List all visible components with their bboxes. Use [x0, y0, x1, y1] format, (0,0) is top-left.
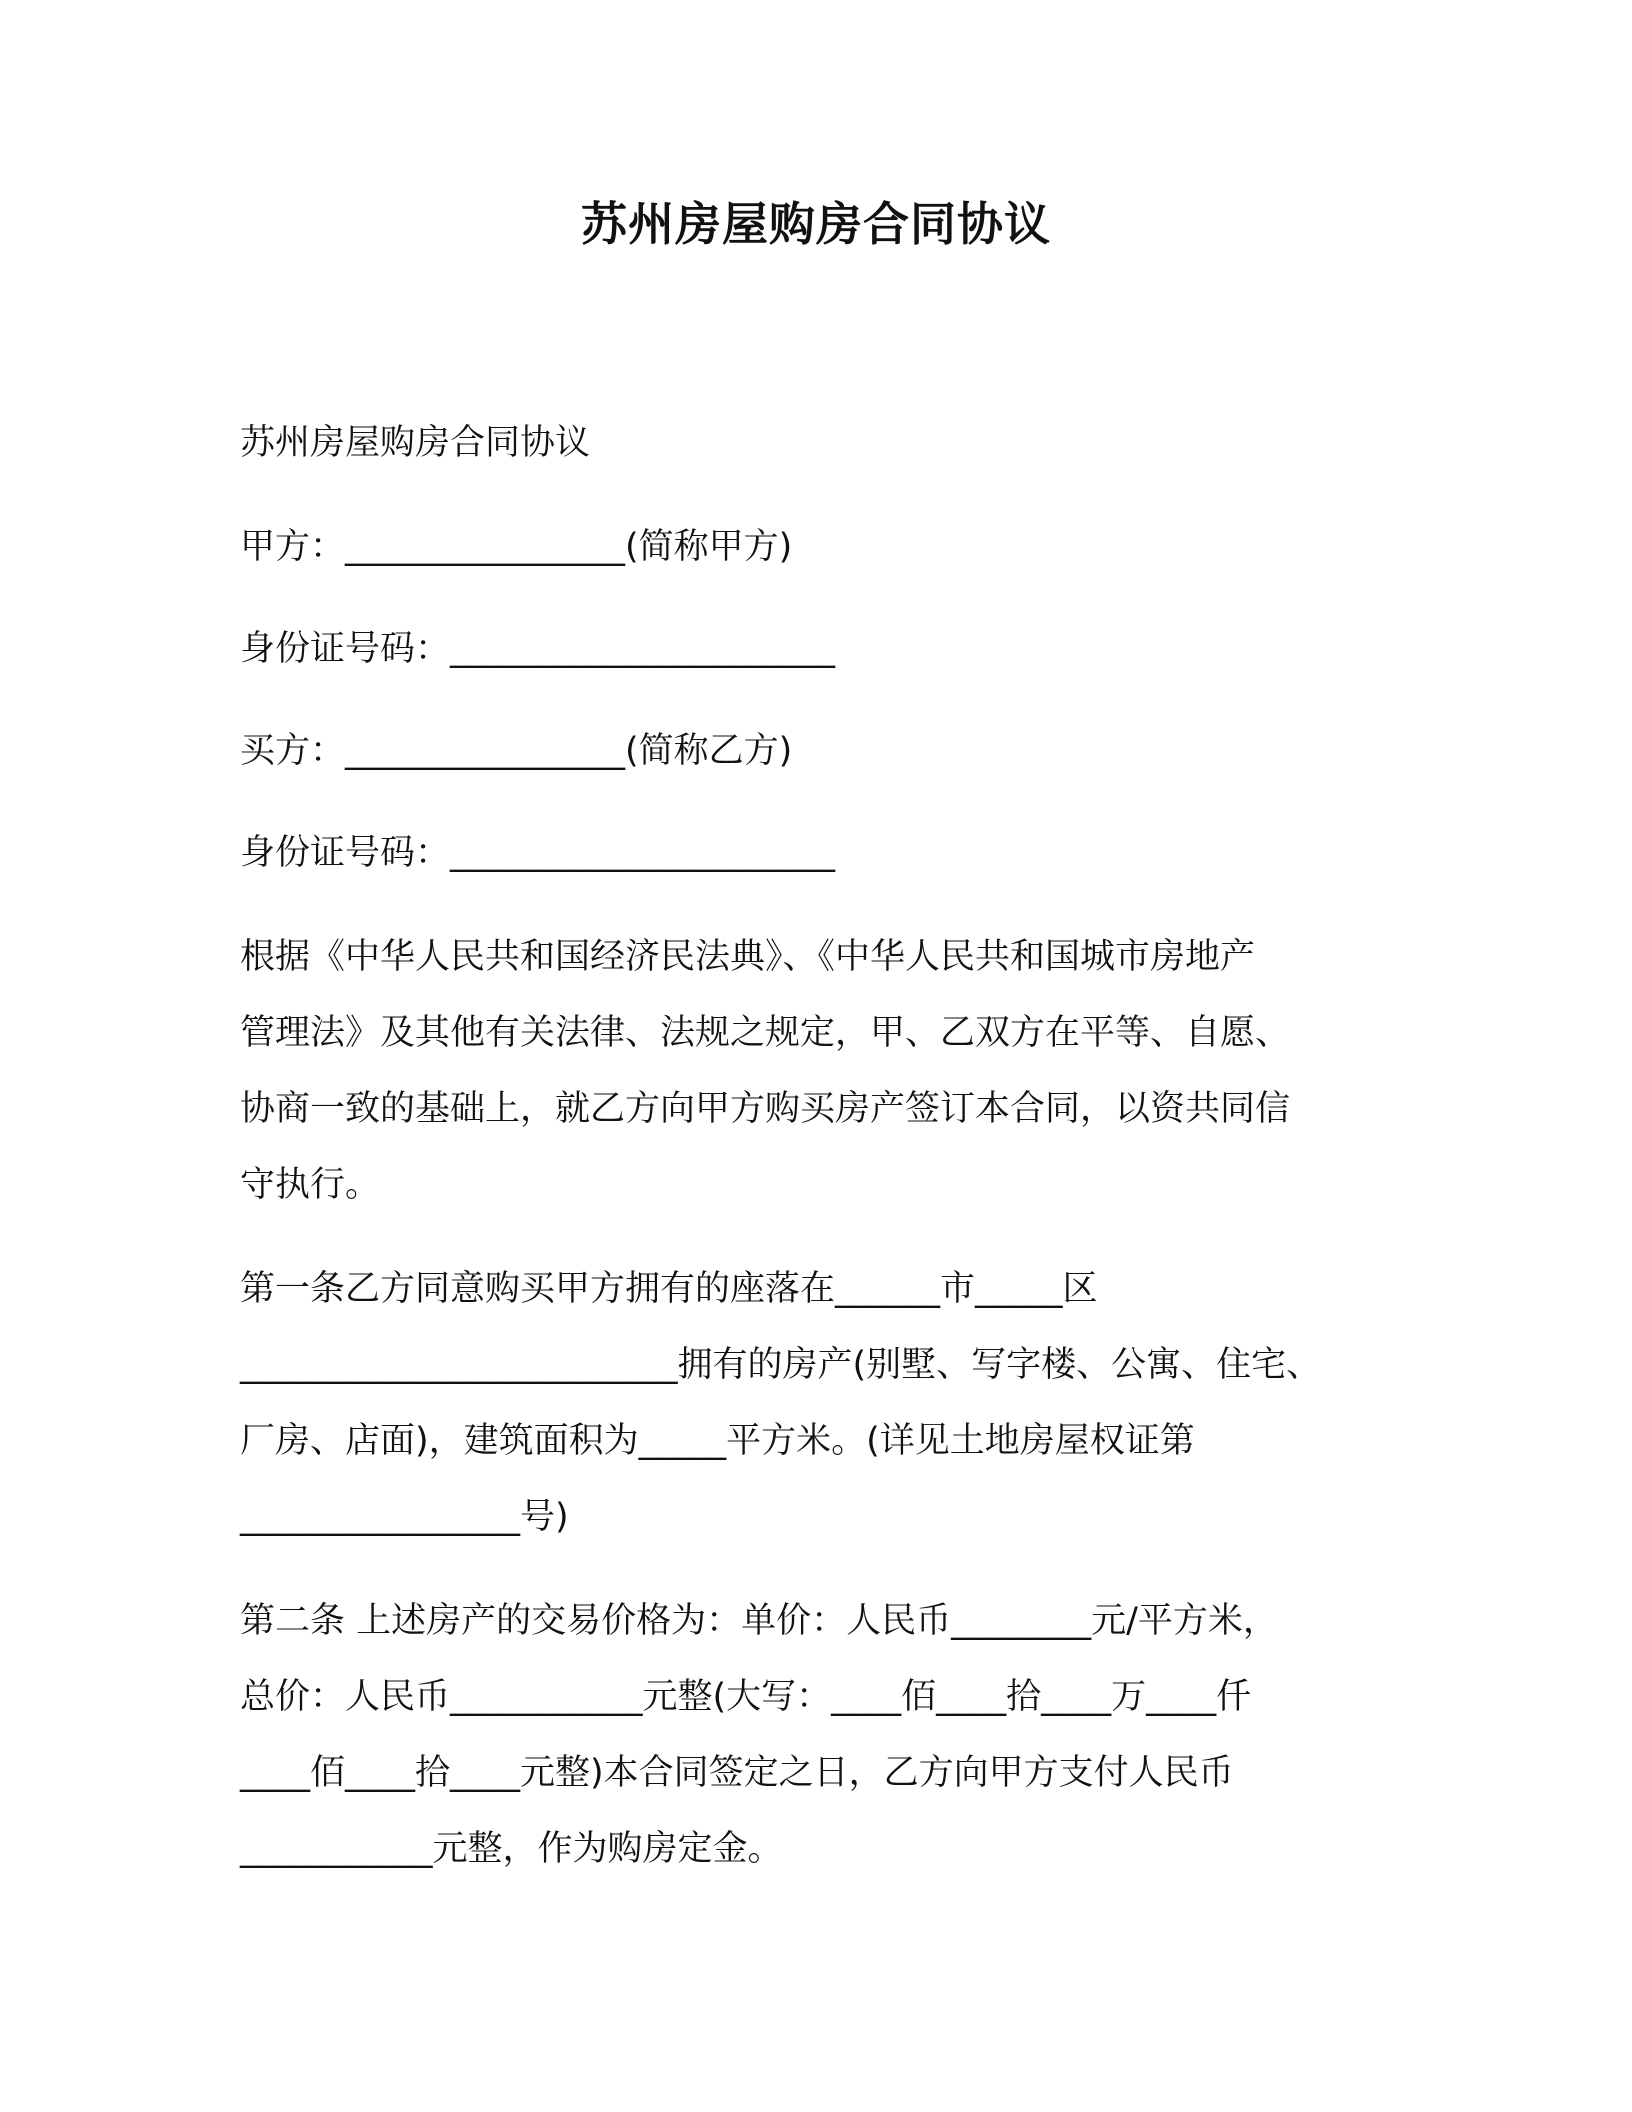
article-1-line: _________________________拥有的房产(别墅、写字楼、公寓、住宅、: [240, 1345, 1322, 1385]
party-a-id-line: 身份证号码：______________________: [240, 629, 836, 669]
document-subtitle: 苏州房屋购房合同协议: [240, 423, 591, 463]
party-b-id-line: 身份证号码：______________________: [240, 833, 836, 873]
preamble-line: 根据《中华人民共和国经济民法典》、《中华人民共和国城市房地产: [240, 937, 1256, 977]
party-b-line: 买方：________________(简称乙方): [240, 731, 793, 771]
article-1-line: ________________号): [240, 1497, 569, 1537]
party-a-line: 甲方：________________(简称甲方): [240, 527, 793, 567]
article-1-line: 第一条乙方同意购买甲方拥有的座落在______市_____区: [240, 1269, 1098, 1309]
preamble-line: 协商一致的基础上，就乙方向甲方购买房产签订本合同，以资共同信: [240, 1089, 1291, 1129]
article-2-line: 第二条 上述房产的交易价格为：单价：人民币________元/平方米，: [240, 1601, 1278, 1641]
preamble-line: 管理法》及其他有关法律、法规之规定，甲、乙双方在平等、自愿、: [240, 1013, 1291, 1053]
document-title: 苏州房屋购房合同协议: [581, 197, 1051, 251]
preamble-line: 守执行。: [240, 1165, 381, 1205]
article-2-line: ____佰____拾____元整)本合同签定之日，乙方向甲方支付人民币: [240, 1753, 1234, 1793]
article-2-line: ___________元整，作为购房定金。: [240, 1829, 783, 1869]
article-1-line: 厂房、店面)，建筑面积为_____平方米。(详见土地房屋权证第: [240, 1421, 1195, 1461]
article-2-line: 总价：人民币___________元整(大写：____佰____拾____万____仟: [240, 1677, 1252, 1717]
